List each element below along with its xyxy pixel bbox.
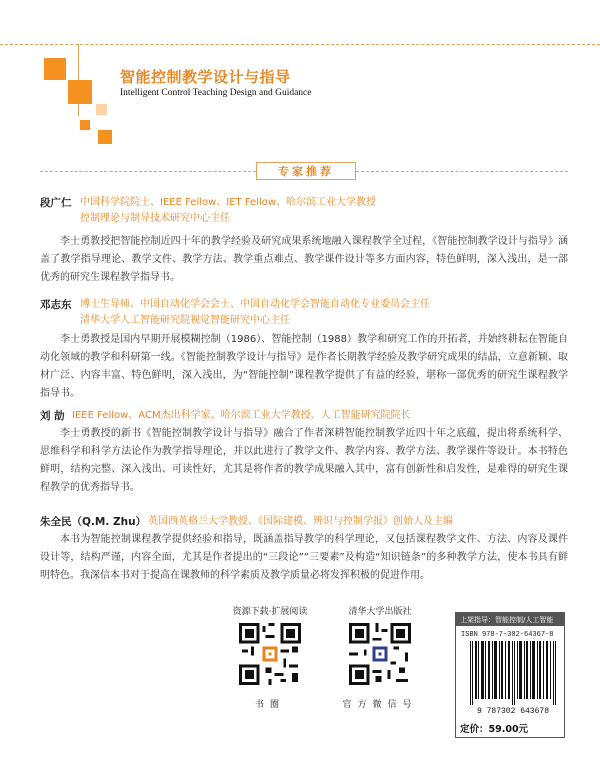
endorsement xyxy=(40,297,568,401)
credential-line: 英国西英格兰大学教授、《国际建模、辨识与控制学报》创始人及主编 xyxy=(148,516,453,527)
endorsement xyxy=(40,514,568,584)
isbn-text: ISBN 978-7-302-64367-8 xyxy=(461,631,554,639)
endorsement-quote: 本书为智能控制课程教学提供经验和指导，既涵盖指导教学的科学理论，又包括课程教学文件、方法、内容及课件设计等，结构严谨，内容全面，尤其是作者提出的“三段论”“三要素”及构造“知识链条”的多种教学方法，使本书具有鲜明特色。我深信本书对于提高在课教师的科学素质及教学质量必将发挥积极的促进作用。 xyxy=(40,534,568,581)
endorsement xyxy=(40,195,568,291)
section-rule-right xyxy=(356,171,568,172)
endorsement-quote: 李士勇教授的新书《智能控制教学设计与指导》融合了作者深耕智能控制教学近四十年之底蕴，提出将系统科学、思维科学和科学方法论作为教学指导理论，并以此进行了教学文件、教学内容、教学方法、教学课件等设计。本书特色鲜明，结构完整、深入浅出、可读性好，尤其是将作者的教学成果融入其中，富有创新性和启发性，是难得的研究生课程教学的优秀指导书。 xyxy=(40,428,568,493)
qr-label: 资源下载·扩展阅读 xyxy=(232,607,308,617)
qr-caption: 书圈 xyxy=(254,700,285,710)
decor-square xyxy=(68,80,92,104)
book-title: 智能控制教学设计与指导 xyxy=(120,68,291,86)
credential-line: 博士生导师、中国自动化学会会士、中国自动化学会智能自动化专业委员会主任 xyxy=(80,299,430,310)
endorsement-quote: 李士勇教授是国内早期开展模糊控制（1986）、智能控制（1988）教学和研究工作的开拓者，并始终耕耘在智能自动化领域的教学和科研第一线。《智能控制教学设计与指导》是作者长期教学经验及教学研究成果的结晶，立意新颖、取材广泛、内容丰富、特色鲜明，深入浅出，为“智能控制”课程教学提供了有益的经验，堪称一部优秀的研究生课程教学指导书。 xyxy=(40,334,568,399)
barcode-number: 9 787302 643678 xyxy=(476,707,550,715)
endorsement-quote: 李士勇教授把智能控制近四十年的教学经验及研究成果系统地融入课程教学全过程，《智能控制教学设计与指导》涵盖了教学指导理论、教学文件、教学方法、教学重点难点、教学课件设计等多方面内容，特色鲜明，深入浅出，是一部优秀的研究生课程教学指导书。 xyxy=(40,236,568,283)
qr-label: 清华大学出版社 xyxy=(348,607,412,617)
barcode-bars xyxy=(470,641,556,705)
qr-code-icon[interactable] xyxy=(349,623,411,685)
credential-line: IEEE Fellow、ACM杰出科学家、哈尔滨工业大学教授、人工智能研究院院长 xyxy=(72,410,411,421)
decor-square xyxy=(98,130,112,144)
qr-caption: 官方微信号 xyxy=(342,700,418,710)
barcode-box xyxy=(455,612,565,738)
endorser-name: 邓志东 xyxy=(40,299,72,311)
credential-line: 中国科学院院士、IEEE Fellow、IET Fellow、哈尔滨工业大学教授 xyxy=(80,197,377,208)
endorser-credentials xyxy=(80,297,430,329)
section-title-box xyxy=(256,162,356,180)
endorser-name: 段广仁 xyxy=(40,197,72,209)
decor-square xyxy=(96,104,107,115)
endorser-credentials xyxy=(80,195,376,227)
endorser-name: 朱全民（Q.M. Zhu） xyxy=(40,516,147,528)
qr-block-publisher xyxy=(340,604,420,710)
decor-square xyxy=(44,58,66,80)
endorser-credentials xyxy=(148,514,453,530)
endorser-name: 刘 劼 xyxy=(40,410,65,422)
price-label: 定价：59.00元 xyxy=(460,724,529,735)
endorsement xyxy=(40,408,568,498)
section-title: 专家推荐 xyxy=(278,165,334,178)
qr-block-resources xyxy=(230,604,310,710)
decor-square xyxy=(80,120,90,130)
book-title-english: Intelligent Control Teaching Design and Guidance xyxy=(120,88,312,98)
credential-line: 清华大学人工智能研究院视觉智能研究中心主任 xyxy=(80,315,290,326)
endorser-credentials xyxy=(72,408,411,424)
barcode-icon xyxy=(468,641,558,715)
qr-code-icon[interactable] xyxy=(239,623,301,685)
section-rule-left xyxy=(40,171,256,172)
shelf-guide-label: 上架指导：智能控制/人工智能 xyxy=(456,613,564,626)
credential-line: 控制理论与制导技术研究中心主任 xyxy=(80,213,230,224)
